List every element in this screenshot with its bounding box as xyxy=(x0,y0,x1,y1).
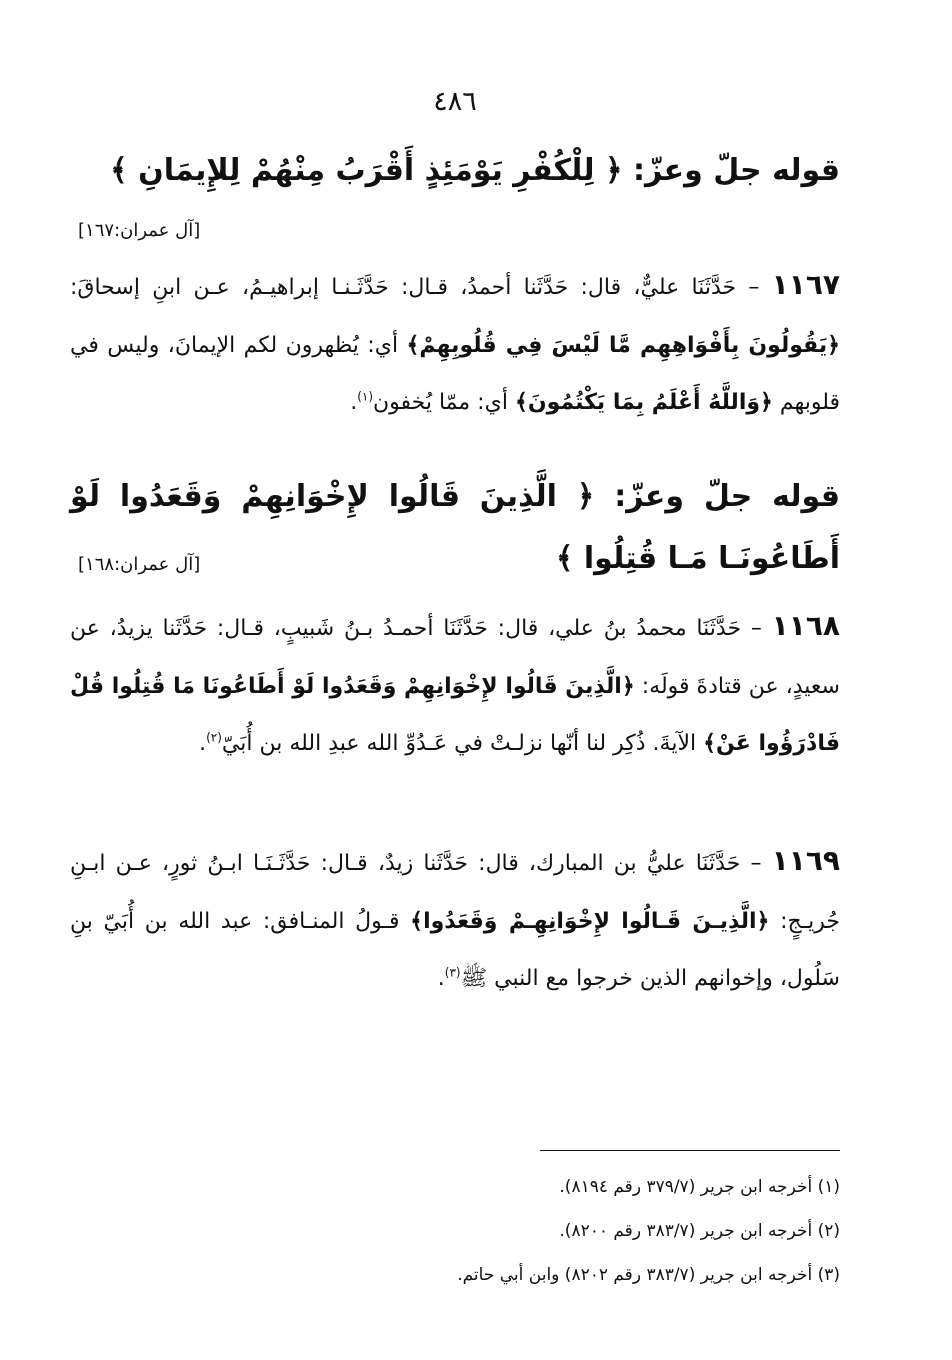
verse-reference-2: [آل عمران:١٦٨] xyxy=(78,554,201,575)
quran-quote: ﴿يَقُولُونَ بِأَفْوَاهِهِم مَّا لَيْسَ فِي قُلُوبِهِمْ﴾ xyxy=(406,332,840,358)
heading-prefix: قوله جلّ وعزّ: xyxy=(633,153,840,188)
hadith-text: . xyxy=(350,390,358,415)
hadith-text: أي: يُظهرون لكم الإيمانَ، وليس في قلوبهم xyxy=(70,332,840,415)
hadith-number: ١١٦٩ xyxy=(771,844,840,877)
hadith-text: . xyxy=(199,731,207,756)
quran-quote: ﴿الَّذِيـنَ قَـالُوا لإِخْوَانِهِـمْ وَقَعَدُوا﴾ xyxy=(410,908,770,934)
heading-verse: ﴿ الَّذِينَ قَالُوا لإِخْوَانِهِمْ وَقَعَدُوا لَوْ أَطَاعُونَـا مَـا قُتِلُوا ﴾ xyxy=(70,479,840,576)
footnote-2: (٢) أخرجه ابن جرير (٣٨٣/٧ رقم ٨٢٠٠). xyxy=(559,1221,840,1241)
footnote-1: (١) أخرجه ابن جرير (٣٧٩/٧ رقم ٨١٩٤). xyxy=(559,1177,840,1197)
page-number: ٤٨٦ xyxy=(433,86,477,117)
hadith-paragraph-1169 xyxy=(70,832,840,1008)
footnote-marker: (١) xyxy=(357,389,374,404)
quran-quote: ﴿وَاللَّهُ أَعْلَمُ بِمَا يَكْتُمُونَ﴾ xyxy=(514,390,773,415)
hadith-number: ١١٦٧ xyxy=(771,268,840,301)
quran-quote: ﴿الَّذِينَ قَالُوا لإِخْوَانِهِمْ وَقَعَدُوا لَوْ أَطَاعُونَا مَا قُتِلُوا قُلْ فَادْرَؤُوا عَنْ﴾ xyxy=(70,673,840,756)
footnote-marker: (٢) xyxy=(206,730,222,745)
footnote-marker: (٣) xyxy=(444,965,461,980)
hadith-text: الآيةَ. ذُكِر لنا أنّها نزلـتْ في عَـدُوِّ الله عبدِ الله بن أُبَيّ xyxy=(221,731,697,756)
hadith-text: قـولُ المنـافق: عبد الله بن أُبَيّ بنِ سَلُول، وإخوانهم الذين خرجوا مع النبي ﷺ xyxy=(70,908,840,991)
footnote-3: (٣) أخرجه ابن جرير (٣٨٣/٧ رقم ٨٢٠٢) وابن أبي حاتم. xyxy=(457,1265,840,1285)
hadith-text: – حَدَّثَنَا عليُّ بن المبارك، قال: حَدَّثَنا زيدٌ، قـال: حَدَّثَـنَـا ابـنُ ثورٍ، عـن ابـنِ جُريـجٍ: xyxy=(70,851,841,934)
hadith-number: ١١٦٨ xyxy=(771,609,840,642)
hadith-text: – حَدَّثَنَا عليٌّ، قال: حَدَّثَنا أحمدُ، قـال: حَدَّثَـنـا إبراهيـمُ، عـن ابنِ إسحاقَ: xyxy=(70,275,760,300)
section-heading-1 xyxy=(70,140,840,202)
hadith-text: أي: ممّا يُخفون xyxy=(373,390,508,415)
footnote-divider xyxy=(540,1150,840,1151)
heading-verse: ﴿ لِلْكُفْرِ يَوْمَئِذٍ أَقْرَبُ مِنْهُمْ لِلإِيمَانِ ﴾ xyxy=(110,153,623,188)
book-page xyxy=(70,0,840,1360)
hadith-text: – حَدَّثَنَا محمدُ بنُ علي، قال: حَدَّثَنَا أحمـدُ بـنُ شَبيبٍ، قـال: حَدَّثَنا يزيدُ، عن سعيدٍ، عن قتادةَ قولَه: xyxy=(70,616,840,699)
heading-prefix: قوله جلّ وعزّ: xyxy=(614,479,840,514)
hadith-paragraph-1168 xyxy=(70,597,840,773)
hadith-text: . xyxy=(437,966,445,991)
hadith-paragraph-1167 xyxy=(70,256,840,432)
footnotes xyxy=(70,1165,840,1297)
verse-reference-1: [آل عمران:١٦٧] xyxy=(78,220,201,241)
